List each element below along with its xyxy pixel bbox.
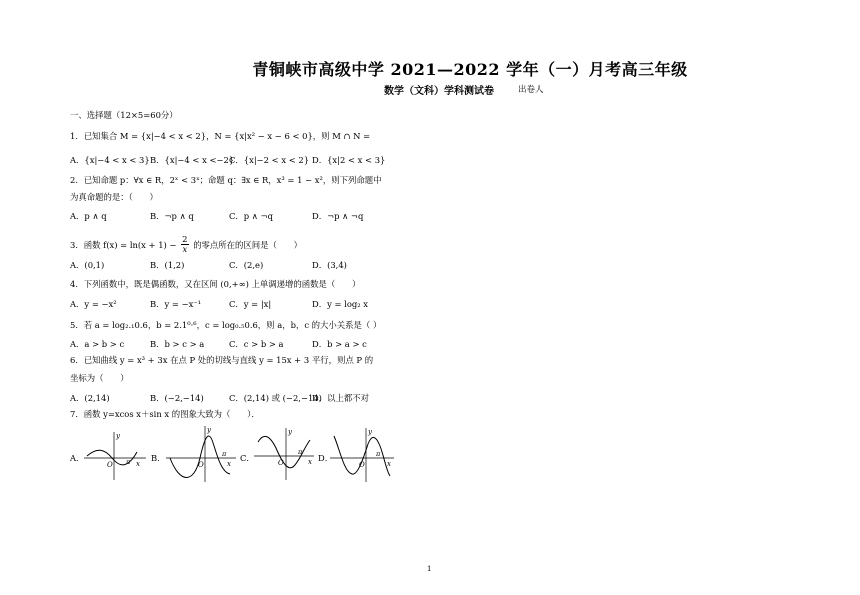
pi-label: π [376,450,381,458]
fraction [181,235,188,254]
question-6-option-b: B．(−2,−14) [150,393,204,403]
y-label: y [368,428,372,436]
graph-d [328,426,396,484]
origin-label: O [107,461,113,469]
question-6-stem-line2: 坐标为（ ） [70,373,129,383]
question-3-stem-post: 的零点所在的区间是（ ） [193,240,303,250]
question-1-option-c: C．{x|−2 < x < 2} [229,155,310,165]
y-label: y [116,432,120,440]
question-2-stem: 2．已知命题 p：∀x ∈ R，2ˣ < 3ˣ；命题 q：∃x ∈ R，x³ = 1 − x²，则下列命题中 [70,175,382,185]
curve [334,436,390,476]
pi-label: π [126,458,131,466]
x-label: x [308,458,312,466]
origin-label: O [198,461,204,469]
question-1-stem: 1．已知集合 M = {x|−4 < x < 2}，N = {x|x² − x − 6 < 0}，则 M ∩ N = [70,131,371,141]
origin-label: O [278,459,284,467]
question-4-option-d: D．y = log₂ x [312,299,368,309]
x-label: x [387,460,391,468]
pi-label: π [222,450,227,458]
question-5-stem: 5．若 a = log₂.₁0.6，b = 2.1⁰·⁶，c = log₀.₅0.6，则 a，b，c 的大小关系是（ ） [70,320,382,330]
question-7-option-c: C． [240,453,255,463]
graph-a [82,428,148,482]
y-label: y [288,428,292,436]
question-4-option-a: A．y = −x² [70,299,117,309]
question-7-option-b: B． [151,453,166,463]
curve [170,436,230,477]
y-label: y [207,426,211,434]
question-1-option-a: A．{x|−4 < x < 3} [70,155,150,165]
question-2-option-d: D．¬p ∧ ¬q [312,211,364,221]
x-label: x [136,460,140,468]
question-2-option-b: B．¬p ∧ q [150,211,194,221]
fraction-denominator: x [182,244,188,254]
question-1-option-b: B．{x|−4 < x <−2} [150,155,235,165]
question-7-option-a: A． [70,453,85,463]
question-5-option-d: D．b > a > c [312,339,367,349]
question-6-stem: 6．已知曲线 y = x³ + 3x 在点 P 处的切线与直线 y = 15x + 3 平行，则点 P 的 [70,355,374,365]
question-7-option-d: D． [318,453,334,463]
pi-label: π [298,448,303,456]
question-6-option-c: C．(2,14) 或 (−2,−14) [229,393,322,403]
question-4-option-c: C．y = |x| [229,299,272,309]
question-3-option-a: A．(0,1) [70,260,105,270]
question-1-option-d: D．{x|2 < x < 3} [312,155,386,165]
question-5-option-b: B．b > c > a [150,339,205,349]
question-3-stem [70,236,302,255]
question-7-stem: 7．函数 y=xcos x＋sin x 的图象大致为（ ）． [70,409,260,419]
fraction-numerator: 2 [182,234,188,244]
question-4-stem: 4．下列函数中，既是偶函数，又在区间 (0,+∞) 上单调递增的函数是（ ） [70,279,361,289]
question-6-option-a: A．(2,14) [70,393,110,403]
exam-title: 青铜峡市高级中学 2021—2022 学年（一）月考高三年级 [252,60,688,79]
question-6-option-d: D．以上都不对 [312,393,369,403]
exam-subtitle: 数学（文科）学科测试卷 [384,86,494,97]
x-label: x [227,460,231,468]
question-3-option-c: C．(2,e) [229,260,264,270]
author-label: 出卷人 [518,85,544,95]
section-heading: 一、选择题（12×5=60分） [70,110,178,120]
question-2-option-c: C．p ∧ ¬q [229,211,273,221]
question-5-option-c: C．c > b > a [229,339,284,349]
question-3-stem-pre: 3．函数 f(x) = ln(x + 1) − [70,240,177,250]
question-2-option-a: A．p ∧ q [70,211,107,221]
graph-c [252,426,316,482]
question-2-stem-line2: 为真命题的是：（ ） [70,192,158,202]
question-3-option-d: D．(3,4) [312,260,347,270]
graph-b [164,424,238,484]
question-3-option-b: B．(1,2) [150,260,185,270]
page-number: 1 [427,565,432,573]
question-5-option-a: A．a > b > c [70,339,125,349]
origin-label: O [359,461,365,469]
question-4-option-b: B．y = −x⁻¹ [150,299,202,309]
